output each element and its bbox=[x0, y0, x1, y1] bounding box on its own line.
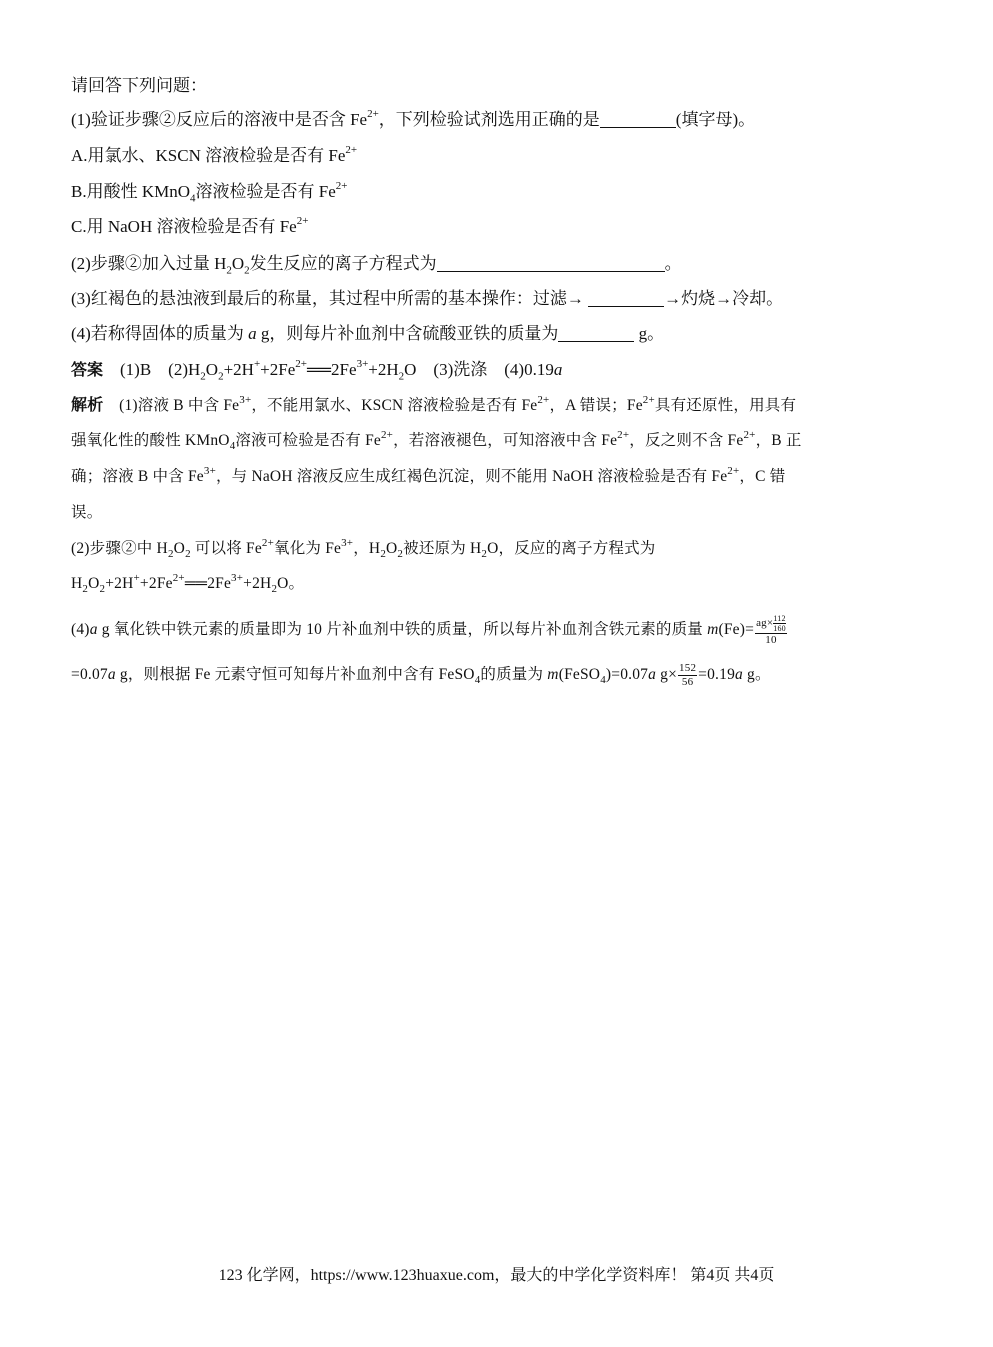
analysis-line-8: =0.07a g，则根据 Fe 元素守恒可知每片补血剂中含有 FeSO$_4$的质量为 m(FeSO$_4$)=0.07a g× $\frac{152}{56}$ =0.19a g。 bbox=[71, 662, 771, 688]
fraction-fe-mass: ag× $\frac{112}{160}$ 10 bbox=[756, 614, 786, 646]
answer-line: 答案 (1)B $(2)H_2O_2+2H^++2Fe^{2+}══2Fe^{3+}+2H_2O$ (3)洗涤 (4)0.19a bbox=[71, 358, 563, 383]
option-b: B.用酸性 KMnO$_4$溶液检验是否有 $Fe^{2+}$ bbox=[71, 180, 348, 205]
question-2: (2)步骤②加入过量 $H_2O_2$发生反应的离子方程式为 。 bbox=[71, 254, 682, 277]
fraction-feso4: $\frac{152}{56}$ bbox=[679, 662, 697, 688]
analysis-line-6: $H_2O_2+2H^++2Fe^{2+}══2Fe^{3+}+2H_2O$。 bbox=[71, 571, 305, 596]
analysis-label: 解析 bbox=[71, 395, 104, 414]
question-4: (4)若称得固体的质量为 a g，则每片补血剂中含硫酸亚铁的质量为 g。 bbox=[71, 324, 665, 343]
option-a: A.用氯水、KSCN 溶液检验是否有 $Fe^{2+}$ bbox=[71, 144, 358, 165]
analysis-line-5: (2)步骤②中 $H_2O_2$ 可以将 $Fe^{2+}$氧化为 $Fe^{3+}$，$H_2O_2$被还原为 $H_2O$，反应的离子方程式为 bbox=[71, 536, 656, 561]
option-c: C.用 NaOH 溶液检验是否有 $Fe^{2+}$ bbox=[71, 215, 309, 236]
analysis-line-3: 确；溶液 B 中含 $Fe^{3+}$，与 NaOH 溶液反应生成红褐色沉淀，则不能用 NaOH 溶液检验是否有 $Fe^{2+}$，C 错 bbox=[71, 464, 786, 485]
answer-blank-3 bbox=[588, 289, 664, 307]
analysis-line-1: 解析 (1)溶液 B 中含 $Fe^{3+}$，不能用氯水、KSCN 溶液检验是否有 $Fe^{2+}$，A 错误；$Fe^{2+}$具有还原性，用具有 bbox=[71, 393, 797, 414]
analysis-line-2: 强氧化性的酸性 KMnO$_4$溶液可检验是否有 $Fe^{2+}$，若溶液褪色，可知溶液中含 $Fe^{2+}$，反之则不含 $Fe^{2+}$，B 正 bbox=[71, 428, 802, 453]
answer-blank-2 bbox=[437, 254, 665, 272]
analysis-line-4: 误。 bbox=[71, 504, 103, 521]
answer-blank-1 bbox=[600, 110, 676, 128]
question-3: (3)红褐色的悬浊液到最后的称量，其过程中所需的基本操作：过滤→ →灼烧→冷却。 bbox=[71, 289, 784, 308]
answer-blank-4 bbox=[558, 324, 634, 342]
analysis-line-7: (4)a g 氧化铁中铁元素的质量即为 10 片补血剂中铁的质量，所以每片补血剂含铁元素的质量 m(Fe)= ag× $\frac{112}{160}$ 10 bbox=[71, 614, 786, 646]
question-1: (1)验证步骤②反应后的溶液中是否含 $Fe^{2+}$，下列检验试剂选用正确的是 (填字母)。 bbox=[71, 108, 756, 129]
page-footer: 123 化学网，https://www.123huaxue.com，最大的中学化学资料库！ 第4页 共4页 bbox=[218, 1267, 775, 1284]
intro-line: 请回答下列问题： bbox=[71, 76, 207, 95]
answer-label: 答案 bbox=[71, 360, 104, 379]
